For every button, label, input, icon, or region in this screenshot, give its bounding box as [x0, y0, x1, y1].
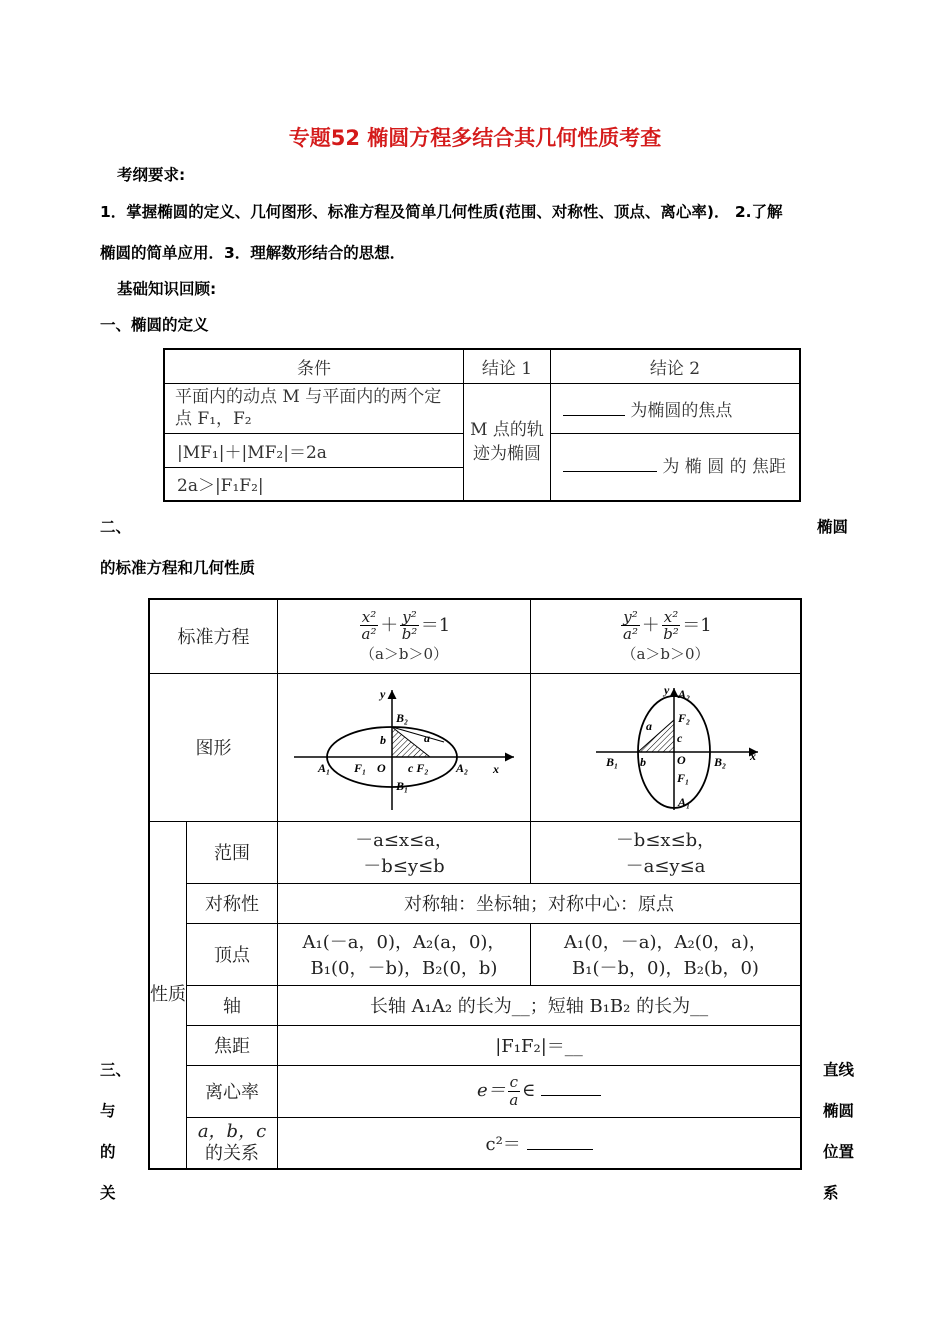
conclusion1-cell: M 点的轨迹为椭圆 — [464, 383, 551, 501]
label-focal: 焦距 — [187, 1025, 278, 1065]
relation-line2: 的关系 — [205, 1142, 259, 1164]
label-range: 范围 — [187, 821, 278, 883]
section2-heading-left: 二、 — [100, 518, 132, 536]
svg-text:x: x — [493, 762, 499, 776]
section3-left-2: 与 — [100, 1102, 116, 1120]
svg-text:F₁: F₁ — [676, 771, 689, 785]
relation-value — [278, 1117, 802, 1169]
section1-heading: 一、椭圆的定义 — [100, 316, 209, 334]
frac-y-b: $\frac{\text{y²}}{\text{b²}}$ — [401, 607, 418, 644]
kaogang-heading: 考纲要求: — [117, 166, 186, 184]
focal-text: 为 椭 圆 的 焦距 — [662, 457, 787, 478]
conclusion2-focal — [551, 433, 801, 501]
ecc-prefix: e＝ — [476, 1080, 506, 1101]
label-properties: 性质 — [149, 821, 187, 1169]
svg-text:O: O — [377, 761, 386, 775]
header-conclusion2: 结论 2 — [551, 349, 801, 383]
ecc-blank — [541, 1077, 601, 1096]
relation-text: c²＝ — [485, 1133, 521, 1155]
svg-text:F₂: F₂ — [677, 711, 690, 725]
label-figure: 图形 — [149, 673, 278, 821]
vertex-horizontal — [278, 923, 531, 985]
page-title: 专题52 椭圆方程多结合其几何性质考查 — [288, 126, 662, 150]
eq1-condition: （a＞b＞0） — [359, 644, 449, 663]
requirements-line1: 1．掌握椭圆的定义、几何图形、标准方程及简单几何性质(范围、对称性、顶点、离心率)． 2.了解 — [100, 203, 783, 221]
label-relation — [187, 1117, 278, 1169]
label-vertex: 顶点 — [187, 923, 278, 985]
eq2-condition: （a＞b＞0） — [621, 644, 710, 663]
condition-inequality: 2a＞|F₁F₂| — [164, 467, 464, 501]
frac-y-a: $\frac{\text{y²}}{\text{a²}}$ — [623, 607, 639, 644]
svg-text:B₁: B₁ — [605, 755, 618, 769]
label-axis: 轴 — [187, 985, 278, 1025]
focal-blank — [563, 454, 657, 472]
section3-left-3: 的 — [100, 1143, 116, 1161]
svg-text:a: a — [424, 731, 430, 745]
svg-text:F₁: F₁ — [354, 761, 367, 775]
eccentricity-value — [278, 1065, 802, 1117]
svg-text:c F₂: c F₂ — [408, 761, 429, 775]
vertex1-line1: A₁(－a，0)，A₂(a，0)， — [302, 932, 506, 953]
header-condition: 条件 — [164, 349, 464, 383]
condition-points: 平面内的动点 M 与平面内的两个定点 F₁，F₂ — [164, 383, 464, 433]
section3-right-3: 位置 — [823, 1143, 855, 1161]
section3-left-4: 关 — [100, 1184, 116, 1202]
svg-text:A₂: A₂ — [677, 687, 690, 701]
frac-c-a: $\frac{c}{a}$ — [509, 1073, 519, 1109]
relation-blank — [527, 1131, 593, 1150]
svg-text:x: x — [749, 749, 756, 763]
requirements-line2: 椭圆的简单应用．3．理解数形结合的思想． — [100, 244, 406, 262]
axis-value: 长轴 A₁A₂ 的长为__；短轴 B₁B₂ 的长为__ — [278, 985, 802, 1025]
range2-line1: －b≤x≤b， — [615, 830, 716, 851]
frac-x-b: $\frac{\text{x²}}{\text{b²}}$ — [663, 607, 679, 644]
figure-vertical-ellipse — [531, 673, 802, 821]
svg-text:O: O — [676, 753, 686, 767]
properties-table — [148, 598, 802, 1170]
range-horizontal — [278, 821, 531, 883]
section2-heading-right: 椭圆 — [817, 518, 849, 536]
equation-vertical: $\frac{\text{y²}}{\text{a²}}$ ＋ $\frac{\text{x²}}{\text{b²}}$ ＝1 （a＞b＞0） — [531, 599, 802, 673]
section3-right-1: 直线 — [823, 1061, 855, 1079]
horizontal-ellipse-graphic — [284, 682, 524, 812]
range2-line2: －a≤y≤a — [625, 856, 706, 877]
section3-left-1: 三、 — [100, 1061, 132, 1079]
vertical-ellipse-graphic — [546, 682, 786, 812]
label-symmetry: 对称性 — [187, 883, 278, 923]
definition-table — [163, 348, 801, 502]
svg-text:A₁: A₁ — [318, 761, 331, 775]
figure-horizontal-ellipse — [278, 673, 531, 821]
svg-text:y: y — [380, 687, 386, 701]
svg-text:B₁: B₁ — [396, 779, 409, 793]
section3-right-2: 椭圆 — [823, 1102, 855, 1120]
label-standard: 标准方程 — [149, 599, 278, 673]
svg-text:a: a — [645, 719, 652, 733]
svg-text:b: b — [639, 755, 646, 769]
vertex1-line2: B₁(0，－b)，B₂(0，b) — [310, 958, 498, 979]
frac-x-a: $\frac{\text{x²}}{\text{a²}}$ — [361, 607, 377, 644]
vertex-vertical — [531, 923, 802, 985]
svg-text:A₂: A₂ — [456, 761, 469, 775]
equation-horizontal: $\frac{\text{x²}}{\text{a²}}$ ＋ $\frac{\text{y²}}{\text{b²}}$ ＝1 （a＞b＞0） — [278, 599, 531, 673]
relation-line1: a，b，c — [197, 1120, 267, 1142]
svg-text:B₂: B₂ — [713, 755, 726, 769]
range1-line2: －b≤y≤b — [363, 856, 445, 877]
svg-text:c: c — [676, 731, 682, 745]
vertex2-line1: A₁(0，－a)，A₂(0，a)， — [564, 932, 767, 953]
basics-heading: 基础知识回顾: — [117, 280, 217, 298]
section3-right-4: 系 — [823, 1184, 839, 1202]
range1-line1: －a≤x≤a， — [355, 830, 453, 851]
symmetry-value: 对称轴：坐标轴；对称中心：原点 — [278, 883, 802, 923]
range-vertical — [531, 821, 802, 883]
focus-text: 为椭圆的焦点 — [630, 400, 733, 421]
condition-sum: |MF₁|＋|MF₂|＝2a — [164, 433, 464, 467]
focus-blank — [563, 398, 625, 416]
focal-value: |F₁F₂|＝__ — [278, 1025, 802, 1065]
section2-heading-line2: 的标准方程和几何性质 — [100, 559, 256, 577]
vertex2-line2: B₁(－b，0)，B₂(b，0) — [572, 958, 759, 979]
svg-text:y: y — [663, 683, 669, 697]
ecc-suffix: ∈ — [522, 1080, 536, 1101]
label-eccentricity: 离心率 — [187, 1065, 278, 1117]
svg-text:b: b — [380, 733, 386, 747]
svg-text:B₂: B₂ — [396, 711, 409, 725]
svg-text:A₁: A₁ — [677, 795, 690, 809]
header-conclusion1: 结论 1 — [464, 349, 551, 383]
conclusion2-focus — [551, 383, 801, 433]
